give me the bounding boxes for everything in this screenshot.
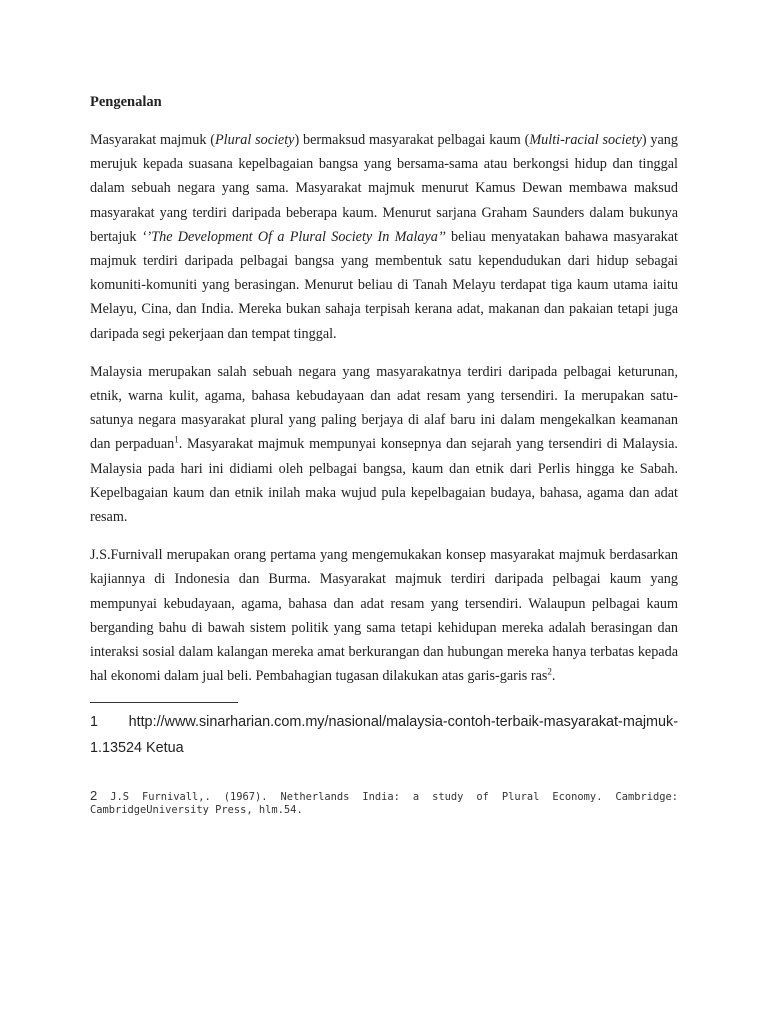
p3-text: J.S.Furnivall merupakan orang pertama yang mengemukakan konsep masyarakat majmuk berdasarkan kajiannya di Indonesia dan Burma. Masyarakat majmuk terdiri daripada pelbagai kaum yang mempunyai kebudayaan, agama, bahasa dan adat resam yang tersendiri. Walaupun pelbagai kaum berganding bahu di bawah sistem politik yang sama tetapi kehidupan mereka adalah berasingan dan interaksi sosial dalam kalangan mereka amat berkurangan dan hubungan mereka hanya terbatas kepada hal ekonomi dalam jual beli. Pembahagian tugasan dilakukan atas garis-garis ras [90, 547, 678, 685]
footnote-ref-2[interactable]: 2 [547, 666, 552, 677]
footnote-1-continuation: 1.13524 Ketua [90, 740, 184, 757]
paragraph-2 [90, 360, 678, 529]
p1-text: Masyarakat majmuk ( [90, 132, 216, 148]
p1-italic-term: Multi-racial society [529, 132, 642, 148]
footnote-separator [90, 702, 238, 703]
footnote-1-url[interactable]: http://www.sinarharian.com.my/nasional/malaysia-contoh-terbaik-masyarakat-majmuk- [128, 714, 678, 731]
p1-italic-term: Plural society [215, 132, 295, 148]
footnote-2 [90, 789, 678, 817]
p1-book-title: ‘’The Development Of a Plural Society In Malaya’’ [141, 228, 446, 245]
p2-text: Malaysia merupakan salah sebuah negara yang masyarakatnya terdiri daripada pelbagai keturunan, etnik, warna kulit, agama, bahasa kebudayaan dan adat resam yang tersendiri. Ia merupakan satu-satunya negara masyarakat plural yang paling berjaya di alaf baru ini dalam mengekalkan keamanan dan perpaduan [90, 363, 678, 453]
paragraph-1 [90, 128, 678, 346]
p1-text: ) bermaksud masyarakat pelbagai kaum ( [294, 132, 530, 148]
p1-text: beliau menyatakan bahawa masyarakat majmuk terdiri daripada pelbagai bangsa yang membentuk satu kependudukan dari hidup sebagai komuniti-komuniti yang berasingan. Menurut beliau di Tanah Melayu terdapat tiga kaum utama iaitu Melayu, Cina, dan India. Mereka bukan sahaja terpisah kerana adat, makanan dan pakaian tetapi juga daripada segi pekerjaan dan tempat tinggal. [90, 228, 678, 342]
document-page [90, 92, 678, 817]
p1-text: ) yang merujuk kepada suasana kepelbagaian bangsa yang bersama-sama atau berkongsi hidup dan tinggal dalam sebuah negara yang sama. Masyarakat majmuk menurut Kamus Dewan membawa maksud masyarakat yang terdiri daripada beberapa kaum. Menurut sarjana Graham Saunders dalam bukunya bertajuk [90, 132, 678, 245]
p3-text: . [551, 668, 556, 685]
section-heading: Pengenalan [90, 94, 162, 110]
p2-text: . Masyarakat majmuk mempunyai konsepnya dan sejarah yang tersendiri di Malaysia. Malaysia pada hari ini didiami oleh pelbagai bangsa, kaum dan etnik dari Perlis hingga ke Sabah. Kepelbagaian kaum dan etnik inilah maka wujud pula kepelbagaian budaya, bahasa, agama dan adat resam. [90, 436, 678, 526]
footnote-1-number: 1 [90, 714, 99, 731]
footnote-2-number: 2 [90, 788, 98, 804]
footnote-2-text: J.S Furnivall,. (1967). Netherlands India: a study of Plural Economy. Cambridge: CambridgeUniversity Press, hlm.54. [90, 791, 678, 817]
paragraph-3 [90, 543, 678, 688]
footnote-ref-1[interactable]: 1 [174, 434, 179, 445]
footnote-1 [90, 709, 678, 761]
